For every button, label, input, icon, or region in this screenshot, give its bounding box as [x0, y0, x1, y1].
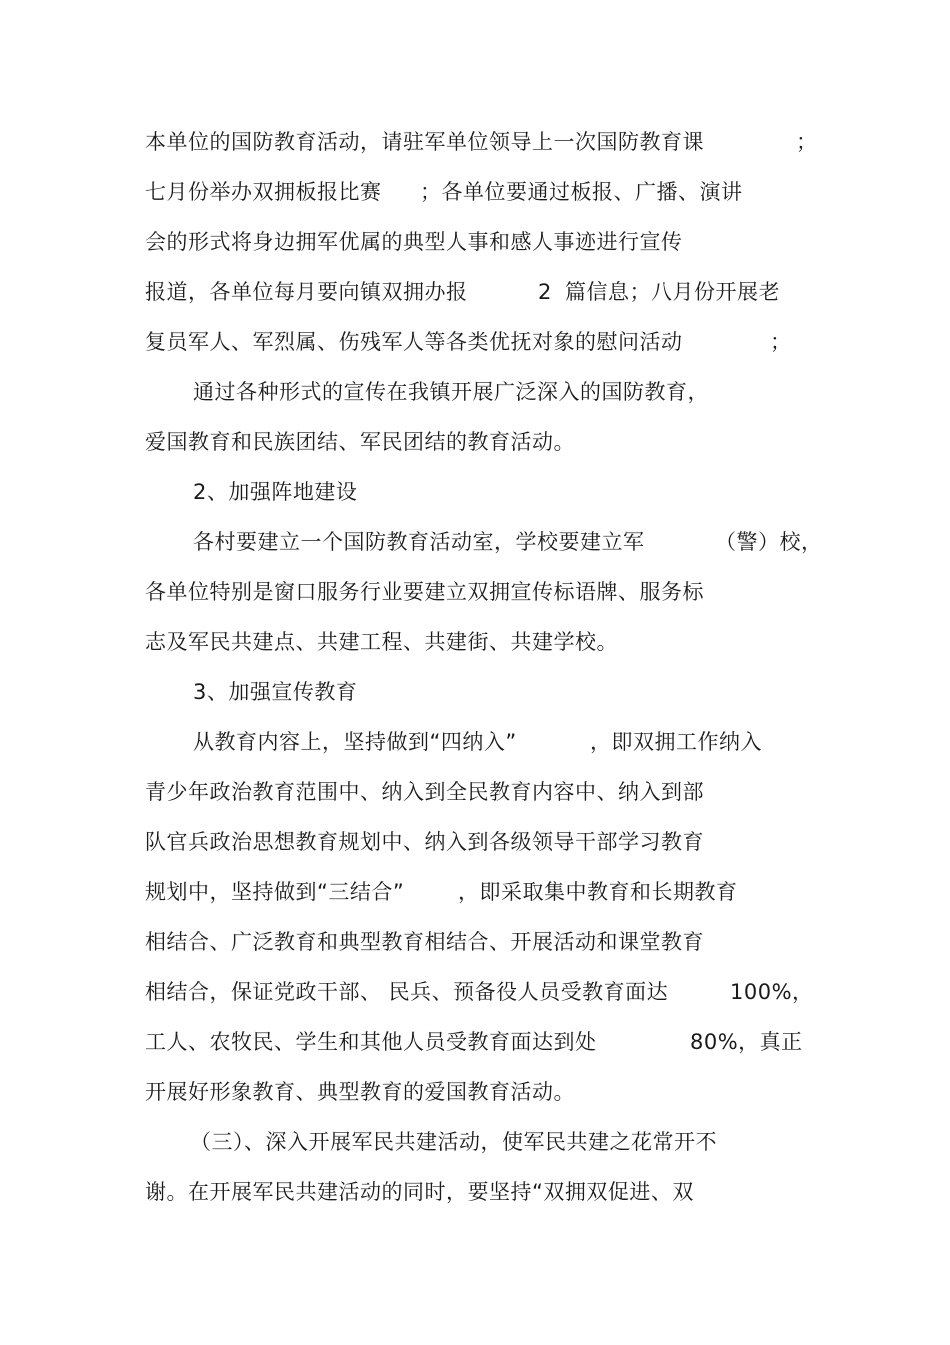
text-line: 爱国教育和民族团结、军民团结的教育活动。 — [145, 430, 575, 454]
section-heading: 2、加强阵地建设 — [193, 480, 358, 504]
text-line: 志及军民共建点、共建工程、共建街、共建学校。 — [145, 630, 618, 654]
text-line: ； — [796, 130, 818, 154]
text-line: 复员军人、军烈属、伤残军人等各类优抚对象的慰问活动 — [145, 330, 683, 354]
section-heading: 3、加强宣传教育 — [193, 680, 358, 704]
text-line: 本单位的国防教育活动，请驻军单位领导上一次国防教育课 — [145, 130, 704, 154]
text-line: ，即采取集中教育和长期教育 — [458, 880, 738, 904]
text-line: 各村要建立一个国防教育活动室，学校要建立军 — [193, 530, 645, 554]
text-line: 100%， — [730, 980, 814, 1004]
text-line: （三）、深入开展军民共建活动，使军民共建之花常开不 — [190, 1130, 717, 1154]
text-line: 相结合、广泛教育和典型教育相结合、开展活动和课堂教育 — [145, 930, 704, 954]
text-line: 谢。在开展军民共建活动的同时，要坚持“双拥双促进、双 — [145, 1180, 694, 1204]
text-line: 规划中，坚持做到“三结合” — [145, 880, 405, 904]
text-line: ；各单位要通过板报、广播、演讲 — [420, 180, 743, 204]
text-line: 七月份举办双拥板报比赛 — [145, 180, 382, 204]
text-line: 各单位特别是窗口服务行业要建立双拥宣传标语牌、服务标 — [145, 580, 704, 604]
text-line: 2 — [538, 280, 552, 304]
text-line: ； — [770, 330, 792, 354]
text-line: 会的形式将身边拥军优属的典型人事和感人事迹进行宣传 — [145, 230, 683, 254]
text-line: 工人、农牧民、学生和其他人员受教育面达到处 — [145, 1030, 597, 1054]
text-line: 青少年政治教育范围中、纳入到全民教育内容中、纳入到部 — [145, 780, 704, 804]
text-line: ，即双拥工作纳入 — [590, 730, 762, 754]
text-line: 队官兵政治思想教育规划中、纳入到各级领导干部学习教育 — [145, 830, 704, 854]
text-line: 报道，各单位每月要向镇双拥办报 — [145, 280, 468, 304]
text-line: 相结合，保证党政干部、 民兵、预备役人员受教育面达 — [145, 980, 669, 1004]
text-line: 从教育内容上，坚持做到“四纳入” — [193, 730, 517, 754]
text-line: 篇信息；八月份开展老 — [565, 280, 780, 304]
text-line: （警）校， — [715, 530, 823, 554]
text-line: 开展好形象教育、典型教育的爱国教育活动。 — [145, 1080, 575, 1104]
text-line: 80%，真正 — [690, 1030, 803, 1054]
text-line: 通过各种形式的宣传在我镇开展广泛深入的国防教育， — [193, 380, 709, 404]
